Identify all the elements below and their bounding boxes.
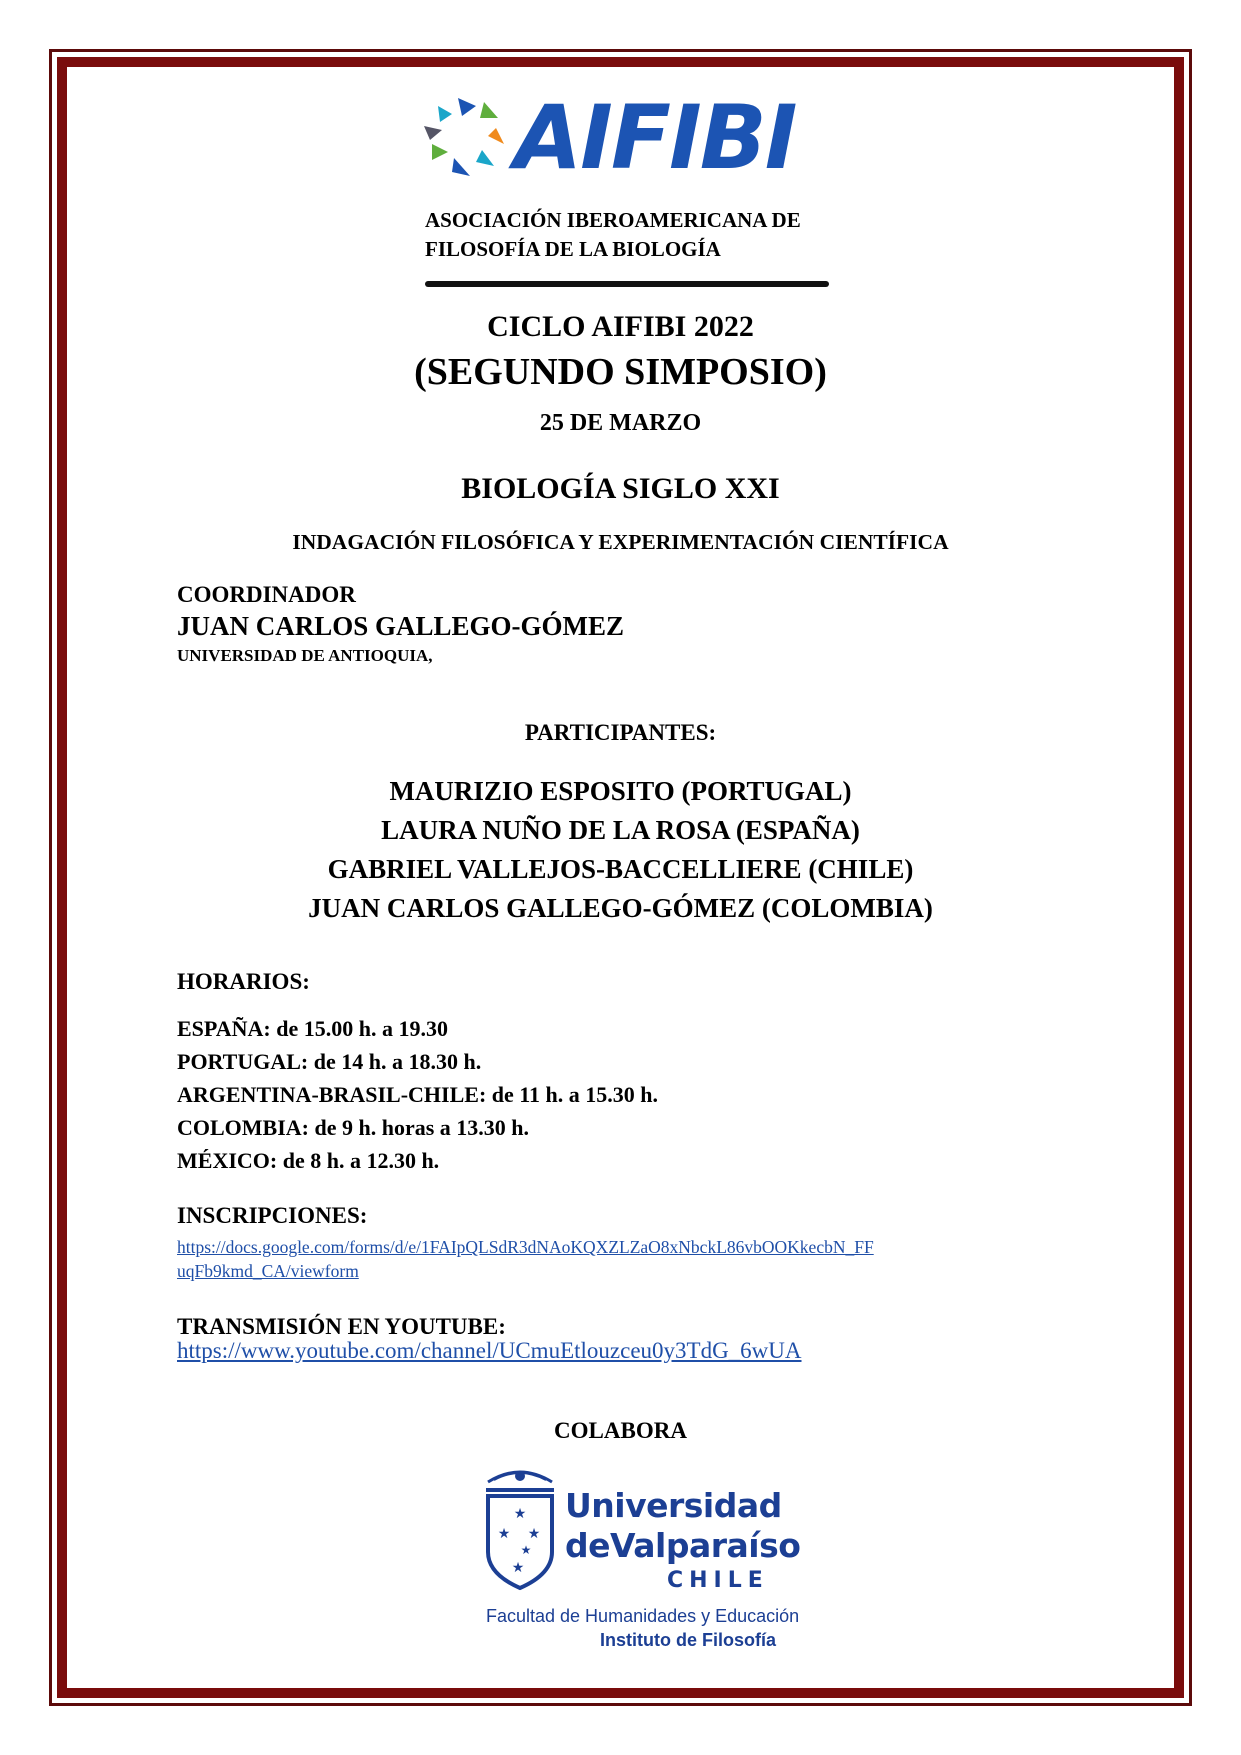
header-divider [425,281,829,287]
university-crest-icon [482,1464,558,1592]
association-line: FILOSOFÍA DE LA BIOLOGÍA [425,237,721,261]
registration-link-line: https://docs.google.com/forms/d/e/1FAIpQLSdR3dNAoKQXZLZaO8xNbckL86vbOOKkecbN_FF [177,1237,874,1257]
svg-text:★: ★ [513,1506,527,1522]
schedule-list [177,1012,658,1177]
list-item: LAURA NUÑO DE LA ROSA (ESPAÑA) [381,815,860,845]
event-title: BIOLOGÍA SIGLO XXI [461,472,780,505]
schedule-title: HORARIOS: [177,969,310,994]
university-country: CHILE [667,1568,769,1593]
cycle-title: CICLO AIFIBI 2022 [487,310,754,343]
list-item: ARGENTINA-BRASIL-CHILE: de 11 h. a 15.30 h. [177,1082,659,1107]
svg-text:★: ★ [497,1526,511,1542]
association-line: ASOCIACIÓN IBEROAMERICANA DE [425,208,801,232]
list-item: MÉXICO: de 8 h. a 12.30 h. [177,1148,440,1173]
coordinator-label: COORDINADOR [177,582,356,607]
svg-text:★: ★ [527,1526,541,1542]
list-item: JUAN CARLOS GALLEGO-GÓMEZ (COLOMBIA) [308,893,933,923]
list-item: PORTUGAL: de 14 h. a 18.30 h. [177,1049,482,1074]
svg-text:★: ★ [520,1543,532,1557]
coordinator-name: JUAN CARLOS GALLEGO-GÓMEZ [177,611,625,641]
list-item: MAURIZIO ESPOSITO (PORTUGAL) [389,776,852,806]
symposium-title: (SEGUNDO SIMPOSIO) [414,351,827,393]
event-date: 25 DE MARZO [539,410,702,436]
registration-link-line: uqFb9kmd_CA/viewform [177,1261,359,1281]
event-subtitle: INDAGACIÓN FILOSÓFICA Y EXPERIMENTACIÓN CIENTÍFICA [292,530,949,554]
coordinator-institution: UNIVERSIDAD DE ANTIOQUIA, [177,646,433,665]
list-item: COLOMBIA: de 9 h. horas a 13.30 h. [177,1115,530,1140]
collaborator-label: COLABORA [554,1418,687,1443]
list-item: GABRIEL VALLEJOS-BACCELLIERE (CHILE) [327,854,914,884]
association-name [425,206,801,264]
faculty-name: Facultad de Humanidades y Educación [486,1606,800,1626]
aifibi-wordmark: AIFIBI [514,86,796,189]
aifibi-logo-icon [418,92,518,192]
youtube-title: TRANSMISIÓN EN YOUTUBE: [177,1314,506,1339]
list-item: ESPAÑA: de 15.00 h. a 19.30 [177,1016,448,1041]
svg-text:★: ★ [511,1560,525,1576]
registration-link[interactable] [177,1235,997,1283]
university-name-line: deValparaíso [565,1526,801,1565]
participants-list [0,772,1241,928]
participants-title: PARTICIPANTES: [524,720,717,745]
youtube-link[interactable]: https://www.youtube.com/channel/UCmuEtlouzceu0y3TdG_6wUA [177,1338,802,1363]
university-name [565,1486,800,1566]
institute-name: Instituto de Filosofía [600,1630,776,1650]
registration-title: INSCRIPCIONES: [177,1203,368,1228]
university-name-line: Universidad [565,1486,782,1525]
